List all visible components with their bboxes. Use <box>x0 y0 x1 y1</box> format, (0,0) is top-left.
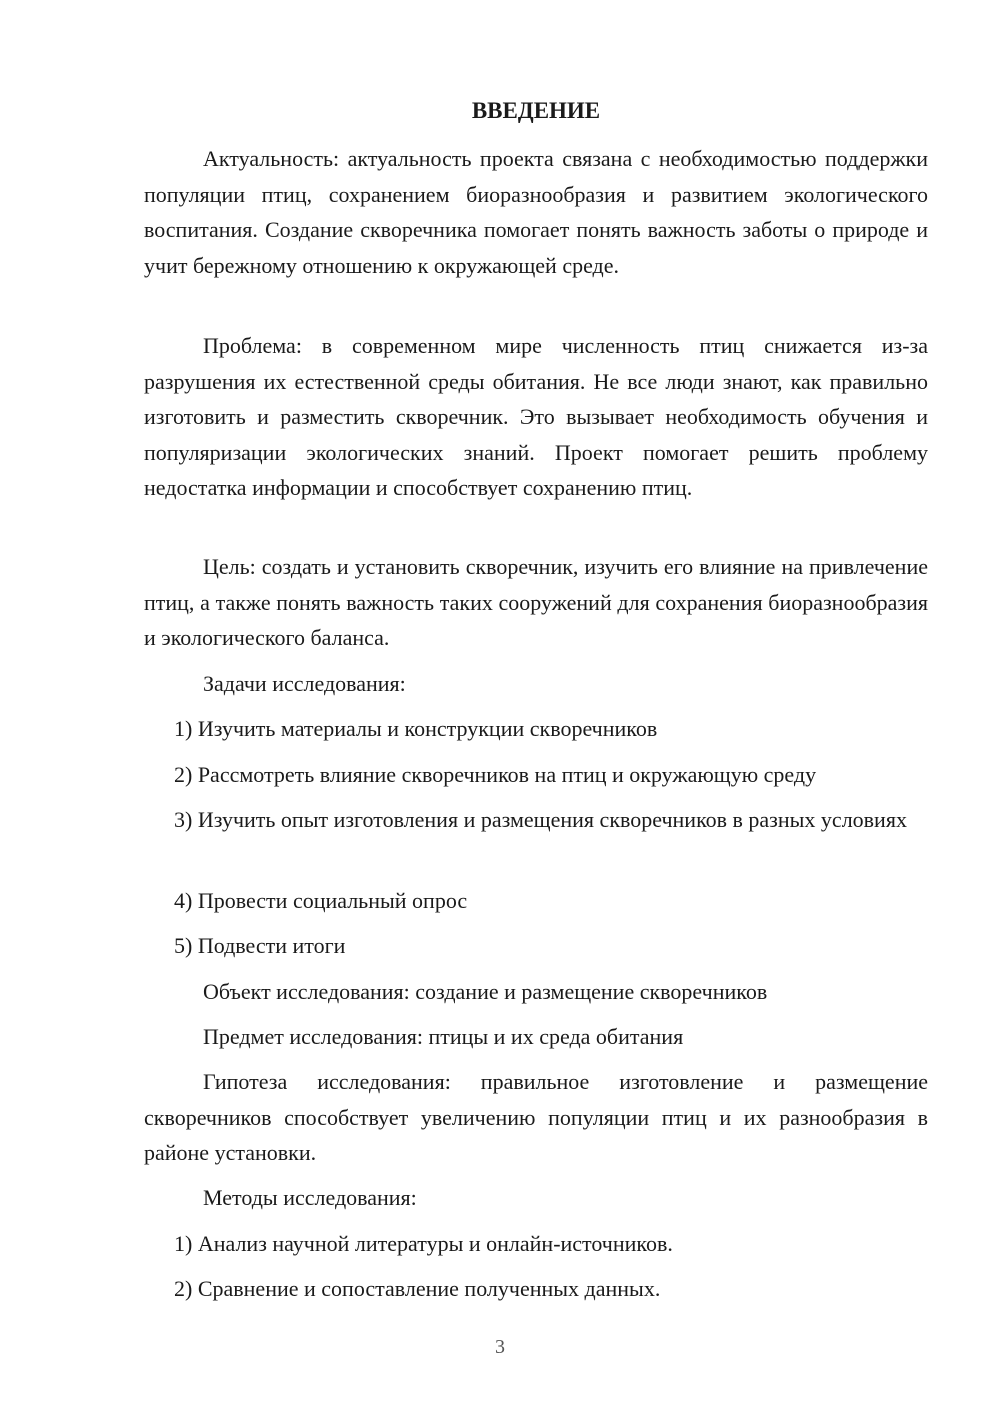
method-item-1: 1) Анализ научной литературы и онлайн-источников. <box>174 1231 673 1256</box>
paragraph-hypothesis: Гипотеза исследования: правильное изготовление и размещение скворечников способствует увеличению популяции птиц и их разнообразия в районе установки. <box>144 1069 928 1165</box>
paragraph-object: Объект исследования: создание и размещение скворечников <box>203 979 768 1004</box>
paragraph-subject: Предмет исследования: птицы и их среда обитания <box>203 1024 684 1049</box>
tasks-heading: Задачи исследования: <box>203 671 406 696</box>
task-item-3: 3) Изучить опыт изготовления и размещения скворечников в разных условиях <box>174 807 907 832</box>
task-item-2: 2) Рассмотреть влияние скворечников на птиц и окружающую среду <box>174 762 817 787</box>
method-item-2: 2) Сравнение и сопоставление полученных данных. <box>174 1276 661 1301</box>
task-item-4: 4) Провести социальный опрос <box>174 888 468 913</box>
page-number: 3 <box>495 1336 505 1358</box>
page-heading: ВВЕДЕНИЕ <box>471 98 601 123</box>
paragraph-problem: Проблема: в современном мире численность птиц снижается из-за разрушения их естественной среды обитания. Не все люди знают, как правильно изготовить и разместить скворечник. Это вызывает необходимость обучения и популяризации экологических знаний. Проект помогает решить проблему недостатка информации и способствует сохранению птиц. <box>144 333 928 500</box>
task-item-5: 5) Подвести итоги <box>174 933 346 958</box>
methods-heading: Методы исследования: <box>203 1185 417 1210</box>
paragraph-goal: Цель: создать и установить скворечник, изучить его влияние на привлечение птиц, а также понять важность таких сооружений для сохранения биоразнообразия и экологического баланса. <box>144 554 928 650</box>
task-item-1: 1) Изучить материалы и конструкции скворечников <box>174 716 658 741</box>
paragraph-relevance: Актуальность: актуальность проекта связана с необходимостью поддержки популяции птиц, сохранением биоразнообразия и развитием экологического воспитания. Создание скворечника помогает понять важность заботы о природе и учит бережному отношению к окружающей среде. <box>144 146 928 278</box>
